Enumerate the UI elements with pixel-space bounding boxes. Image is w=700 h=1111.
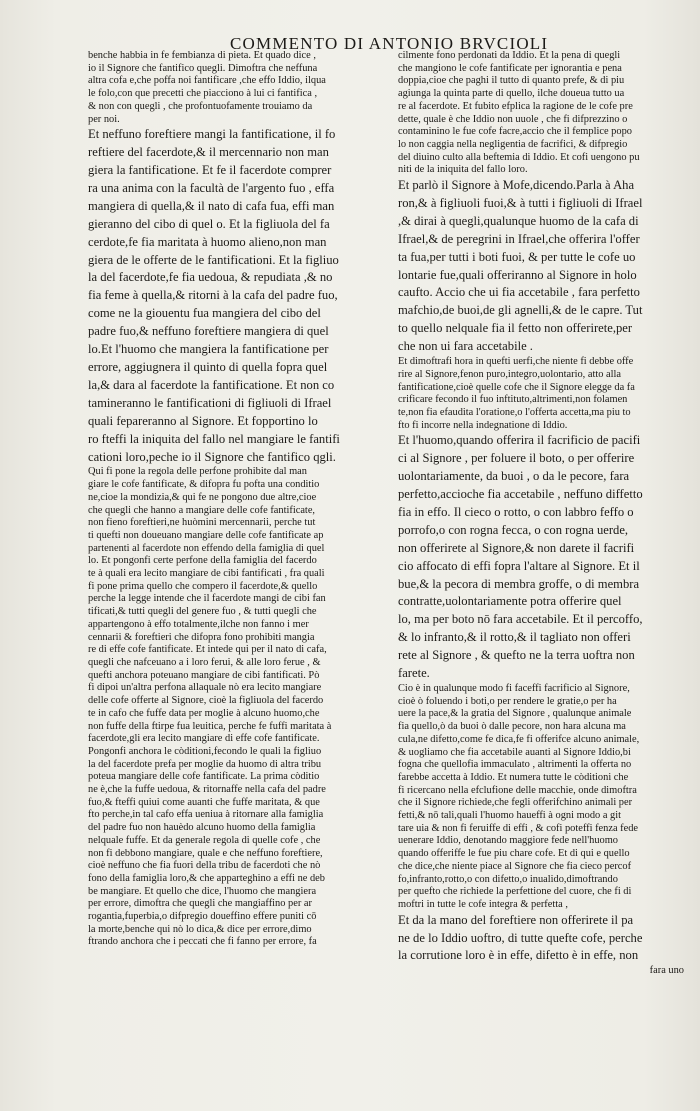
commentary-1 (88, 466, 388, 949)
text-line: bue,& la pecora di membra groffe, o di membra (398, 576, 640, 591)
text-line: cula,ne difetto,come fe dica,fe fi offerifce alcuno animale, (398, 733, 640, 745)
text-line: poteua mangiare delle cofe fantificate. La prima còditio (88, 771, 320, 783)
text-line: Ifrael,& de peregrini in Ifrael,che offerira l'offer (398, 231, 640, 246)
text-line: benche habbia in fe fembianza di pieta. Et quado dice , (88, 50, 316, 61)
text-line: giare le cofe fantificate, & difopra fu pofta una conditio (88, 479, 320, 491)
text-line: cioè ò foluendo i boti,o per rendere le gratie,o per ha (398, 695, 617, 707)
text-line: rete al Signore , & quefto ne la terra uoftra non (398, 648, 635, 663)
text-line: ne è,che la fuffe uedoua, & ritornaffe nella cafa del padre (88, 784, 326, 796)
text-line: cationi loro,peche io il Signore che fantifico qgli. (88, 449, 336, 464)
text-line: te,non fia efaudita l'oratione,o l'offerta accetta,ma piu to (398, 406, 631, 418)
text-line: Pongonfi anchora le còditioni,fecondo le quali la figliuo (88, 745, 322, 757)
text-line: fuo,& fteffi quiui come auanti che fuffe maritata, & que (88, 796, 320, 808)
text-line: doppia,cioe che paghi il tutto di quanto prefe, & di piu (398, 75, 625, 87)
text-line: fo,infranto,rotto,o con difetto,o inualido,dimoftrando (398, 873, 618, 885)
text-line: caufto. Accio che ui fia accetabile , fara perfetto (398, 285, 640, 300)
text-line: perche la legge intende che il facerdote mangi de cibi fan (88, 593, 326, 605)
text-line: che non ui fara accetabile . (398, 339, 533, 354)
text-line: Et l'huomo,quando offerira il facrificio de pacifi (398, 433, 641, 448)
text-line: dette, quale è che Iddio non uuole , che fi difprezzino o (398, 113, 628, 125)
text-line: fi pone prima quello che compero il facerdote,& quello (88, 580, 318, 592)
scripture-verse-2 (398, 177, 690, 356)
text-line: ,& dirai à quegli,qualunque huomo de la cafa di (398, 213, 639, 228)
text-line: crificare fecondo il fuo inftituto,altrimenti,non folamen (398, 394, 628, 406)
text-line: fto perche,in tal cafo effa ueniua à ritornare alla famiglia (88, 809, 324, 821)
text-line: giera la fantificatione. Et fe il facerdote comprer (88, 163, 332, 178)
text-line: quefti anchora poteuano mangiare de cibi fantificati. Pò (88, 669, 320, 681)
text-line: mangiera di quella,& il nato di cafa fua, effi man (88, 198, 335, 213)
text-line: Cio è in qualunque modo fi faceffi facrificio al Signore, (398, 683, 630, 694)
text-line: tamineranno le fantificationi di figliuoli di Ifrael (88, 395, 332, 410)
scripture-verse-3 (398, 432, 690, 683)
text-line: non fi debbono mangiare, quale e che neffuno foreftiere, (88, 847, 323, 859)
left-column (88, 50, 388, 949)
text-line: gieranno del cibo di quel o. Et la figliuola del fa (88, 216, 330, 231)
text-line: che il Signore richiede,che fegli offerifchino animali per (398, 797, 633, 809)
text-line: tificati,& tutti quegli del genere fuo , & tutti quegli che (88, 606, 317, 618)
text-line: perfetto,accioche fia accetabile , neffuno diffetto (398, 487, 643, 502)
text-line: che mangiono le cofe fantificate per ignorantia e pena (398, 62, 622, 74)
text-line: moftri in tutte le cofe integra & perfetta , (398, 898, 568, 910)
catchword: fara uno (649, 965, 684, 977)
text-line: Et dimoftrafi hora in quefti uerfi,che niente fi debbe offe (398, 356, 634, 368)
text-line: cennarii & foreftieri che difopra fono prohibiti mangia (88, 631, 315, 643)
text-line: Et neffuno foreftiere mangi la fantificatione, il fo (88, 127, 336, 142)
text-line: fia quello,ò da buoi ò dalle pecore, non hara alcuna ma (398, 721, 626, 733)
scripture-verse-4 (398, 912, 690, 966)
text-line: fogna che quellofia immaculato , altrimenti la offerta no (398, 759, 632, 771)
text-line: lo. Et pongonfi certe perfone della famiglia del facerdo (88, 555, 317, 567)
text-line: fantificatione,cioè quelle cofe che il Signore elegge da fa (398, 381, 635, 393)
text-line: re al facerdote. Et fubito efplica la ragione de le cofe pre (398, 100, 633, 112)
text-line: ti quefti non doueuano mangiare delle cofe fantificate ap (88, 529, 324, 541)
text-line: farete. (398, 666, 430, 681)
text-line: Qui fi pone la regola delle perfone prohibite dal man (88, 466, 307, 478)
text-line: ta fua,per tutti i boti fuoi, & per tutte le cofe uo (398, 249, 636, 264)
text-line: lo, ma per boto nō fara accetabile. Et il percoffo, (398, 612, 643, 627)
text-line: to quello nelquale fia il fetto non offerirete,per (398, 321, 633, 336)
text-line: che dice,che niente piace al Signore che fia cieco percof (398, 860, 632, 872)
text-line: fia feme à quella,& ritorni à la cafa del padre fuo, (88, 288, 338, 303)
text-line: cerdote,fe fia maritata à huomo alieno,non man (88, 234, 327, 249)
text-line: errore, aggiugnera il quinto di quella fopra quel (88, 360, 328, 374)
text-line: be mangiare. Et quello che dice, l'huomo che mangiera (88, 885, 317, 897)
text-line: fetti,& nō tali,quali l'huomo haueffi à ogni modo a git (398, 810, 622, 822)
text-line: io il Signore che fantifico quegli. Dimoftra che neffuna (88, 62, 318, 74)
text-line: cilmente fono perdonati da Iddio. Et la pena di quegli (398, 50, 621, 61)
commentary-2 (398, 356, 690, 432)
scripture-verse-1 (88, 126, 388, 466)
text-line: per noi. (88, 113, 120, 125)
text-line: & lo infranto,& il rotto,& il tagliato non offeri (398, 630, 631, 645)
text-line: fi dipoi un'altra perfona allaquale nò era lecito mangiare (88, 682, 322, 694)
text-line: non fieno foreftieri,ne huòmini mercennarii, perche tut (88, 517, 316, 529)
text-line: porrofo,o con rogna fecca, o con rogna uerde, (398, 522, 629, 537)
text-line: partenenti al facerdote non effendo della famiglia di quel (88, 542, 325, 554)
intro-commentary (88, 50, 388, 126)
text-line: che quegli che hanno a mangiare delle cofe fantificate, (88, 504, 316, 516)
text-line: ro fteffi la iniquita del fallo nel mangiare le fantifi (88, 431, 340, 446)
text-line: lo.Et l'huomo che mangiera la fantificatione per (88, 342, 329, 357)
text-line: appartengono à effo totalmente,ilche non fanno i mer (88, 618, 309, 630)
text-line: per errore, dimoftra che quegli che mangiaffino per ar (88, 898, 312, 910)
text-line: fono della famiglia loro,& che apparteghino a effi ne deb (88, 872, 325, 884)
text-line: la corrutione loro è in effe, difetto è in effe, non (398, 948, 639, 963)
text-line: ron,& à figliuoli fuoi,& à tutti i figliuoli di Ifrael (398, 195, 643, 210)
text-line: Et da la mano del foreftiere non offerirete il pa (398, 912, 634, 927)
text-line: ne,cioe la mondizia,& qui fe ne pongono due altre,cioe (88, 491, 317, 503)
text-line: quegli che nafceuano a i loro ferui, & alle loro ferue , & (88, 656, 321, 668)
text-line: padre fuo,& neffuno foreftiere mangiera di quel (88, 324, 329, 339)
text-line: quali fepareranno al Signore. Et fopportino lo (88, 413, 318, 428)
text-line: re di effe cofe fantificate. Et intede qui per il nato di cafa, (88, 644, 327, 656)
text-line: ci al Signore , per foluere il boto, o per offerire (398, 451, 635, 466)
text-line: ne de lo Iddio uoftro, di tutte quefte cofe, perche (398, 930, 643, 945)
text-line: & non con quegli , che profontuofamente trouiamo da (88, 100, 313, 112)
text-line: la del facerdote prefa per moglie da huomo di altra tribu (88, 758, 322, 770)
text-line: cio affocato di effi fopra l'altare al Signore. Et il (398, 558, 640, 573)
right-column (398, 50, 690, 978)
text-line: nelquale fuffe. Et da generale regola di quelle cofe , che (88, 834, 321, 846)
text-line: delle cofe offerte al Signore, cioè la figliuola del facerdo (88, 695, 324, 707)
text-line: contaminino le fue cofe facre,accio che il femplice popo (398, 126, 632, 138)
text-line: farebbe accetta à Iddio. Et numera tutte le còditioni che (398, 771, 629, 783)
text-line: te à quali era lecito mangiare de cibi fantificati , fra quali (88, 568, 325, 580)
text-line: la del facerdote,fe fia uedoua, & repudiata ,& no (88, 270, 333, 285)
commentary-1-continued (398, 50, 690, 177)
text-line: giera de le offerte de le fantificationi. Et la figliuo (88, 252, 339, 267)
text-line: niti de la iniquita del fallo loro. (398, 164, 528, 176)
text-line: tare uia & non fi feruiffe di effi , & cofi poteffi fenza fede (398, 822, 639, 834)
text-line: cioè neffuno che fia fuori della tribu de facerdoti che nò (88, 860, 321, 872)
text-line: uenerare Iddio, denotando maggiore fede nell'huomo (398, 835, 618, 847)
text-line: Et parlò il Signore à Mofe,dicendo.Parla à Aha (398, 178, 635, 193)
text-line: fia in effo. Il cieco o rotto, o con labbro feffo o (398, 504, 634, 519)
text-line: rogantia,fuperbia,o difpregio doueffino effere puniti cō (88, 911, 317, 923)
text-line: del padre fuo non hauèdo alcuno huomo della famiglia (88, 822, 316, 834)
text-line: reftiere del facerdote,& il mercennario non man (88, 145, 329, 160)
text-line: non fuffe della ftirpe fua leuitica, perche fe fuffi maritata à (88, 720, 332, 732)
text-line: quando offeriffe le fue piu chare cofe. Et di qui e quello (398, 848, 630, 860)
text-line: lo non caggia nella negligentia de facrifici, & difpregio (398, 138, 628, 150)
text-line: contratte,uolontariamente potra offerire quel (398, 594, 622, 609)
text-line: agiunga la quinta parte di quello, ilche doueua tutto ua (398, 88, 625, 100)
running-title: COMMENTO DI ANTONIO BRVCIOLI (230, 34, 549, 53)
text-line: altra cofa e,che poffa noi fantificare ,che effo Iddio, ilqua (88, 75, 326, 87)
text-line: & uogliamo che fia accetabile auanti al Signore Iddio,bi (398, 746, 631, 758)
text-line: per quefto che richiede la perfettione del cuore, che fi di (398, 886, 632, 898)
text-line: del diuino culto alla beftemia di Iddio. Et cofi uengono pu (398, 151, 640, 163)
text-line: la morte,benche qui nò lo dica,& dice per errore,dimo (88, 923, 312, 935)
text-line: come ne la giouentu fua mangiera del cibo del (88, 306, 321, 321)
text-line: uere la pace,& la gratia del Signore , qualunque animale (398, 708, 632, 720)
text-line: ftrando anchora che i peccati che fi fanno per errore, fa (88, 936, 317, 948)
text-line: rire al Signore,fenon puro,integro,uolontario, atto alla (398, 368, 622, 380)
text-line: le folo,con que precetti che piacciono à lui ci fantifica , (88, 88, 318, 100)
text-line: non offerirete al Signore,& non darete il facrifi (398, 540, 635, 555)
text-line: fi ricercano nella efclufione delle macchie, onde dimoftra (398, 784, 637, 796)
text-line: la,& dara al facerdote la fantificatione. Et non co (88, 377, 335, 392)
text-line: te in cafo che fuffe data per moglie à alcuno huomo,che (88, 707, 320, 719)
text-line: facerdote,gli era lecito mangiare di effe cofe fantificate. (88, 733, 320, 745)
text-line: fto fi incorre nella indegnatione di Iddio. (398, 419, 568, 431)
text-line: uolontariamente, da buoi , o da le pecore, fara (398, 469, 630, 484)
commentary-3 (398, 683, 690, 912)
text-line: ra una anima con la facultà de l'argento fuo , effa (88, 180, 335, 195)
text-line: lontarie fue,quali offeriranno al Signore in holo (398, 267, 637, 282)
text-line: mafchio,de buoi,de gli agnelli,& de le capre. Tut (398, 303, 643, 318)
